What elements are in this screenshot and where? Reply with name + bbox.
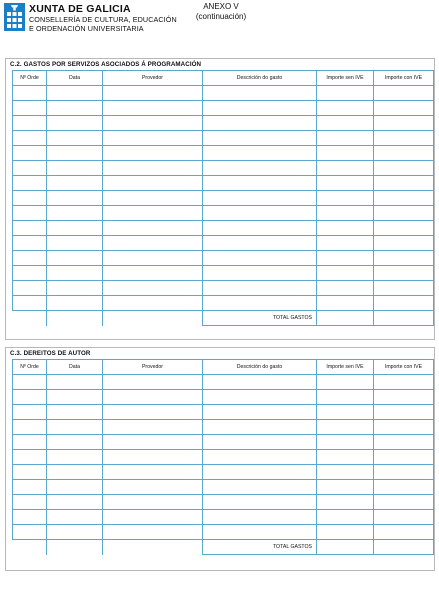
dept-line-2: E ORDENACIÓN UNIVERSITARIA — [29, 24, 144, 33]
description-cell[interactable] — [203, 281, 317, 296]
order-cell[interactable] — [13, 146, 47, 161]
table-row — [13, 480, 434, 495]
provider-cell[interactable] — [103, 191, 203, 206]
order-cell[interactable] — [13, 131, 47, 146]
provider-cell[interactable] — [103, 236, 203, 251]
amount-without-vat-cell[interactable] — [317, 495, 374, 510]
date-cell[interactable] — [47, 176, 103, 191]
total-expenses-label: TOTAL GASTOS — [203, 540, 317, 555]
amount-with-vat-cell[interactable] — [374, 191, 434, 206]
description-cell[interactable] — [203, 375, 317, 390]
amount-with-vat-cell[interactable] — [374, 435, 434, 450]
order-cell[interactable] — [13, 296, 47, 311]
amount-without-vat-cell[interactable] — [317, 146, 374, 161]
description-cell[interactable] — [203, 266, 317, 281]
amount-with-vat-cell[interactable] — [374, 206, 434, 221]
amount-without-vat-cell[interactable] — [317, 101, 374, 116]
amount-without-vat-cell[interactable] — [317, 375, 374, 390]
table-row — [13, 296, 434, 311]
table-row — [13, 375, 434, 390]
amount-without-vat-cell[interactable] — [317, 221, 374, 236]
date-cell[interactable] — [47, 281, 103, 296]
date-cell[interactable] — [47, 191, 103, 206]
provider-cell[interactable] — [103, 176, 203, 191]
description-cell[interactable] — [203, 405, 317, 420]
order-cell[interactable] — [13, 405, 47, 420]
provider-cell[interactable] — [103, 390, 203, 405]
description-cell[interactable] — [203, 176, 317, 191]
amount-without-vat-cell[interactable] — [317, 191, 374, 206]
amount-without-vat-cell[interactable] — [317, 131, 374, 146]
description-cell[interactable] — [203, 221, 317, 236]
description-cell[interactable] — [203, 435, 317, 450]
description-cell[interactable] — [203, 495, 317, 510]
section-c2-services — [5, 58, 435, 340]
amount-with-vat-cell[interactable] — [374, 161, 434, 176]
description-cell[interactable] — [203, 480, 317, 495]
total-spacer — [13, 540, 47, 555]
date-cell[interactable] — [47, 510, 103, 525]
table-row — [13, 146, 434, 161]
description-cell[interactable] — [203, 161, 317, 176]
table-row — [13, 191, 434, 206]
order-cell[interactable] — [13, 176, 47, 191]
amount-with-vat-cell[interactable] — [374, 510, 434, 525]
date-cell[interactable] — [47, 86, 103, 101]
table-row — [13, 116, 434, 131]
total-spacer — [13, 311, 47, 326]
order-cell[interactable] — [13, 161, 47, 176]
description-cell[interactable] — [203, 146, 317, 161]
amount-with-vat-cell[interactable] — [374, 450, 434, 465]
date-cell[interactable] — [47, 435, 103, 450]
amount-with-vat-cell[interactable] — [374, 420, 434, 435]
provider-cell[interactable] — [103, 465, 203, 480]
table-row — [13, 281, 434, 296]
table-row — [13, 131, 434, 146]
provider-cell[interactable] — [103, 525, 203, 540]
table-row — [13, 266, 434, 281]
table-row — [13, 101, 434, 116]
amount-with-vat-cell[interactable] — [374, 405, 434, 420]
org-name: XUNTA DE GALICIA — [29, 3, 131, 15]
order-cell[interactable] — [13, 101, 47, 116]
amount-without-vat-cell[interactable] — [317, 390, 374, 405]
amount-without-vat-cell[interactable] — [317, 465, 374, 480]
description-cell[interactable] — [203, 525, 317, 540]
date-cell[interactable] — [47, 465, 103, 480]
description-cell[interactable] — [203, 116, 317, 131]
amount-with-vat-cell[interactable] — [374, 131, 434, 146]
amount-without-vat-cell[interactable] — [317, 116, 374, 131]
order-cell[interactable] — [13, 116, 47, 131]
amount-without-vat-cell[interactable] — [317, 86, 374, 101]
order-cell[interactable] — [13, 266, 47, 281]
provider-cell[interactable] — [103, 281, 203, 296]
expenses-table-c2 — [12, 70, 434, 326]
table-row — [13, 236, 434, 251]
amount-without-vat-cell[interactable] — [317, 525, 374, 540]
date-cell[interactable] — [47, 251, 103, 266]
total-amount-with-vat-cell[interactable] — [374, 311, 434, 326]
date-cell[interactable] — [47, 236, 103, 251]
col-header-order: Nº Orde — [13, 71, 47, 86]
order-cell[interactable] — [13, 251, 47, 266]
col-header-date: Data — [47, 360, 103, 375]
amount-without-vat-cell[interactable] — [317, 176, 374, 191]
description-cell[interactable] — [203, 191, 317, 206]
date-cell[interactable] — [47, 375, 103, 390]
date-cell[interactable] — [47, 495, 103, 510]
amount-with-vat-cell[interactable] — [374, 281, 434, 296]
col-header-description: Descrición do gasto — [203, 360, 317, 375]
col-header-order: Nº Orde — [13, 360, 47, 375]
description-cell[interactable] — [203, 420, 317, 435]
date-cell[interactable] — [47, 296, 103, 311]
amount-without-vat-cell[interactable] — [317, 266, 374, 281]
date-cell[interactable] — [47, 405, 103, 420]
amount-with-vat-cell[interactable] — [374, 221, 434, 236]
description-cell[interactable] — [203, 86, 317, 101]
organization-block — [29, 3, 177, 33]
document-header — [0, 0, 439, 56]
provider-cell[interactable] — [103, 296, 203, 311]
section-c3-copyright — [5, 347, 435, 571]
dept-line-1: CONSELLERÍA DE CULTURA, EDUCACIÓN — [29, 15, 177, 24]
col-header-amount-without-vat: Importe sen IVE — [317, 71, 374, 86]
provider-cell[interactable] — [103, 116, 203, 131]
order-cell[interactable] — [13, 450, 47, 465]
provider-cell[interactable] — [103, 405, 203, 420]
col-header-amount-with-vat: Importe con IVE — [374, 360, 434, 375]
table-row — [13, 86, 434, 101]
description-cell[interactable] — [203, 131, 317, 146]
order-cell[interactable] — [13, 236, 47, 251]
amount-without-vat-cell[interactable] — [317, 251, 374, 266]
description-cell[interactable] — [203, 251, 317, 266]
order-cell[interactable] — [13, 375, 47, 390]
col-header-description: Descrición do gasto — [203, 71, 317, 86]
col-header-provider: Provedor — [103, 360, 203, 375]
provider-cell[interactable] — [103, 206, 203, 221]
description-cell[interactable] — [203, 510, 317, 525]
provider-cell[interactable] — [103, 510, 203, 525]
date-cell[interactable] — [47, 266, 103, 281]
order-cell[interactable] — [13, 465, 47, 480]
col-header-date: Data — [47, 71, 103, 86]
date-cell[interactable] — [47, 450, 103, 465]
col-header-provider: Provedor — [103, 71, 203, 86]
amount-with-vat-cell[interactable] — [374, 296, 434, 311]
provider-cell[interactable] — [103, 146, 203, 161]
table-row — [13, 450, 434, 465]
table-row — [13, 206, 434, 221]
order-cell[interactable] — [13, 510, 47, 525]
provider-cell[interactable] — [103, 495, 203, 510]
total-spacer — [47, 540, 103, 555]
amount-with-vat-cell[interactable] — [374, 176, 434, 191]
date-cell[interactable] — [47, 206, 103, 221]
amount-without-vat-cell[interactable] — [317, 281, 374, 296]
date-cell[interactable] — [47, 480, 103, 495]
provider-cell[interactable] — [103, 375, 203, 390]
amount-with-vat-cell[interactable] — [374, 101, 434, 116]
total-amount-without-vat-cell[interactable] — [317, 540, 374, 555]
provider-cell[interactable] — [103, 480, 203, 495]
annex-title: ANEXO V — [203, 2, 239, 11]
annex-heading — [176, 2, 266, 22]
provider-cell[interactable] — [103, 101, 203, 116]
date-cell[interactable] — [47, 116, 103, 131]
date-cell[interactable] — [47, 221, 103, 236]
description-cell[interactable] — [203, 465, 317, 480]
table-row — [13, 221, 434, 236]
amount-without-vat-cell[interactable] — [317, 296, 374, 311]
col-header-amount-with-vat: Importe con IVE — [374, 71, 434, 86]
amount-with-vat-cell[interactable] — [374, 146, 434, 161]
amount-without-vat-cell[interactable] — [317, 206, 374, 221]
amount-with-vat-cell[interactable] — [374, 251, 434, 266]
provider-cell[interactable] — [103, 420, 203, 435]
provider-cell[interactable] — [103, 450, 203, 465]
total-expenses-label: TOTAL GASTOS — [203, 311, 317, 326]
amount-with-vat-cell[interactable] — [374, 465, 434, 480]
provider-cell[interactable] — [103, 251, 203, 266]
description-cell[interactable] — [203, 101, 317, 116]
amount-with-vat-cell[interactable] — [374, 86, 434, 101]
table-row — [13, 420, 434, 435]
table-row — [13, 510, 434, 525]
amount-without-vat-cell[interactable] — [317, 236, 374, 251]
provider-cell[interactable] — [103, 131, 203, 146]
table-row — [13, 435, 434, 450]
section-title: C.3. DEREITOS DE AUTOR — [10, 350, 91, 357]
amount-with-vat-cell[interactable] — [374, 266, 434, 281]
col-header-amount-without-vat: Importe sen IVE — [317, 360, 374, 375]
amount-without-vat-cell[interactable] — [317, 405, 374, 420]
total-amount-without-vat-cell[interactable] — [317, 311, 374, 326]
provider-cell[interactable] — [103, 266, 203, 281]
order-cell[interactable] — [13, 435, 47, 450]
date-cell[interactable] — [47, 101, 103, 116]
table-row — [13, 495, 434, 510]
total-spacer — [103, 311, 203, 326]
table-row — [13, 176, 434, 191]
description-cell[interactable] — [203, 206, 317, 221]
description-cell[interactable] — [203, 296, 317, 311]
expenses-table-c3 — [12, 359, 434, 555]
table-row — [13, 251, 434, 266]
provider-cell[interactable] — [103, 221, 203, 236]
date-cell[interactable] — [47, 390, 103, 405]
date-cell[interactable] — [47, 420, 103, 435]
amount-with-vat-cell[interactable] — [374, 495, 434, 510]
amount-without-vat-cell[interactable] — [317, 450, 374, 465]
order-cell[interactable] — [13, 191, 47, 206]
amount-without-vat-cell[interactable] — [317, 480, 374, 495]
table-row — [13, 161, 434, 176]
total-amount-with-vat-cell[interactable] — [374, 540, 434, 555]
amount-without-vat-cell[interactable] — [317, 420, 374, 435]
amount-without-vat-cell[interactable] — [317, 161, 374, 176]
provider-cell[interactable] — [103, 435, 203, 450]
order-cell[interactable] — [13, 495, 47, 510]
order-cell[interactable] — [13, 525, 47, 540]
description-cell[interactable] — [203, 450, 317, 465]
galicia-shield-icon — [4, 3, 25, 31]
order-cell[interactable] — [13, 281, 47, 296]
order-cell[interactable] — [13, 206, 47, 221]
total-spacer — [47, 311, 103, 326]
table-row — [13, 465, 434, 480]
order-cell[interactable] — [13, 420, 47, 435]
amount-with-vat-cell[interactable] — [374, 390, 434, 405]
annex-subtitle: (continuación) — [195, 12, 247, 21]
order-cell[interactable] — [13, 221, 47, 236]
table-row — [13, 525, 434, 540]
order-cell[interactable] — [13, 480, 47, 495]
total-spacer — [103, 540, 203, 555]
amount-with-vat-cell[interactable] — [374, 480, 434, 495]
date-cell[interactable] — [47, 131, 103, 146]
amount-with-vat-cell[interactable] — [374, 236, 434, 251]
amount-without-vat-cell[interactable] — [317, 435, 374, 450]
date-cell[interactable] — [47, 146, 103, 161]
date-cell[interactable] — [47, 161, 103, 176]
amount-with-vat-cell[interactable] — [374, 525, 434, 540]
description-cell[interactable] — [203, 390, 317, 405]
amount-with-vat-cell[interactable] — [374, 116, 434, 131]
table-row — [13, 405, 434, 420]
amount-without-vat-cell[interactable] — [317, 510, 374, 525]
amount-with-vat-cell[interactable] — [374, 375, 434, 390]
provider-cell[interactable] — [103, 86, 203, 101]
date-cell[interactable] — [47, 525, 103, 540]
order-cell[interactable] — [13, 86, 47, 101]
provider-cell[interactable] — [103, 161, 203, 176]
table-row — [13, 390, 434, 405]
description-cell[interactable] — [203, 236, 317, 251]
section-title: C.2. GASTOS POR SERVIZOS ASOCIADOS Á PROGRAMACIÓN — [10, 61, 202, 68]
order-cell[interactable] — [13, 390, 47, 405]
